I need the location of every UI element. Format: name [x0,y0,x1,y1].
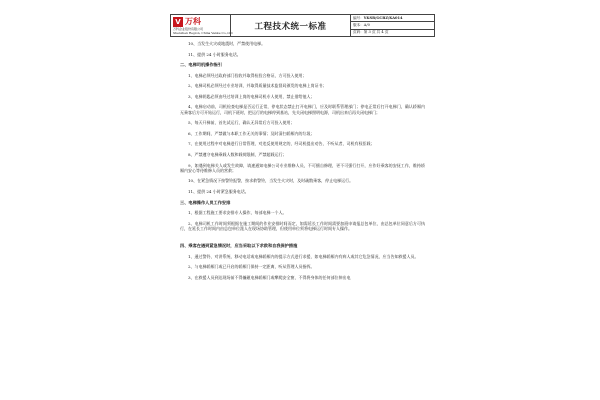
document-body [170,37,435,280]
code-row [351,15,434,22]
paragraph: 11、提供 24 小时服务电话。 [188,51,241,57]
company-name-en: Shenzhen Region, China Vanke Co.,Ltd [173,31,233,35]
code-label: 编号： [353,15,364,20]
section-gap [180,236,425,240]
paragraph: 6、工作期间，严禁做与本职工作无关的事情；及时清扫轿厢内的垃圾； [188,130,315,136]
section-heading: 二、电梯司机操作指引 [180,62,222,68]
paragraph: 2、电梯司机必须经过专业培训，并取得质量技术监督局颁发的电梯上岗证书； [188,83,327,89]
paragraph: 3、电梯钥匙必须由经过培训上岗的电梯司机专人使用，禁止借给他人； [188,93,315,99]
paragraph: 2、电梯司机工作时间须根据在施工期间的作业安排时间而定，如需延长工作时间需要加班申请报总包单位，由总包单位同意后方可执行，在延长工作时间内由总包单位派人在现场协助管理，但使用单位须将电梯运行时间专人操作。 [180,220,425,231]
paragraph: 4、电梯启动前，司机检查电梯是否运行正常，停电状态禁止打开电梯门，应及时联系管理部门；停电正常后打开电梯门，确认轿厢内无乘客后方可开始运行，司机下班时，把运行的电梯停到基站，先关闭电梯照明电源，司机出来后再关闭电梯门； [180,104,425,115]
paragraph: 8、严禁遵守电梯乘载人数和载荷限制，严禁超载运行； [188,151,287,157]
paragraph: 7、在使用过程中对电梯进行日常管理，对违反使用规定的，经司机提出劝告，不听从者，司机有权拒载； [188,141,375,147]
paragraph: 5、每天开梯前，首先试运行，确认无异常后方可投入使用； [188,120,295,126]
paragraph: 1、根据工程施工要求安排专人操作，每部电梯一个人。 [188,209,287,215]
paragraph: 10、当发生火灾或地震时，严禁使用电梯。 [188,41,266,46]
version-label: 版本： [353,22,364,27]
code-value: YKSR/GCBZ/KA014 [363,16,403,21]
company-name-cn: 万科企业股份有限公司 [173,27,204,31]
section-heading: 三、电梯操作人员工作安排 [180,199,231,205]
paragraph: 1、通过警铃、对讲系统、移动电话或电梯轿厢内的提示方式进行求援，如电梯轿厢内有病人或其它危急情况，应当告知救援人员。 [188,253,419,259]
document-page [170,14,435,400]
logo-row [173,16,201,27]
paragraph: 10、在紧急情况下按警铃报警，按求救警铃，当发生火灾时，及时疏散乘客，停止电梯运行。 [188,178,354,184]
section-heading: 四、乘客在遇到紧急情况时，应当采取以下求救和自我保护措施 [180,243,298,249]
paragraph: 11、提供 24 小时紧急服务电话。 [188,188,249,194]
page-info: 页码：第 3 页 共 4 页 [353,30,389,35]
paragraph: 2、与电梯轿厢门或已开启的轿厢门保持一定距离，听从管理人员指挥。 [188,264,315,270]
paragraph: 9、如遇到电梯关人或发生故障，请速通知电梯公司专业维修人员，不可擅自修理，更不可强行打开，应作好乘客的安抚工作，维持轿厢内安心等待维修人员的营救； [180,162,425,173]
version-value: A/0 [363,23,370,28]
company-logo-cell [171,15,231,36]
document-title: 工程技术统一标准 [231,15,351,36]
version-row [351,22,434,29]
logo-name: 万科 [185,17,201,26]
paragraph: 1、电梯必须经过政府部门验收并取得检验合格证，方可投入使用； [188,72,307,78]
vanke-logo-icon: V [173,17,183,27]
document-meta [351,15,434,36]
paragraph: 3、在救援人员到达现场前不得撬砸电梯轿厢门或攀爬安全窗，不得将身体的任何部位伸出电 [188,274,351,280]
document-header [170,14,435,37]
